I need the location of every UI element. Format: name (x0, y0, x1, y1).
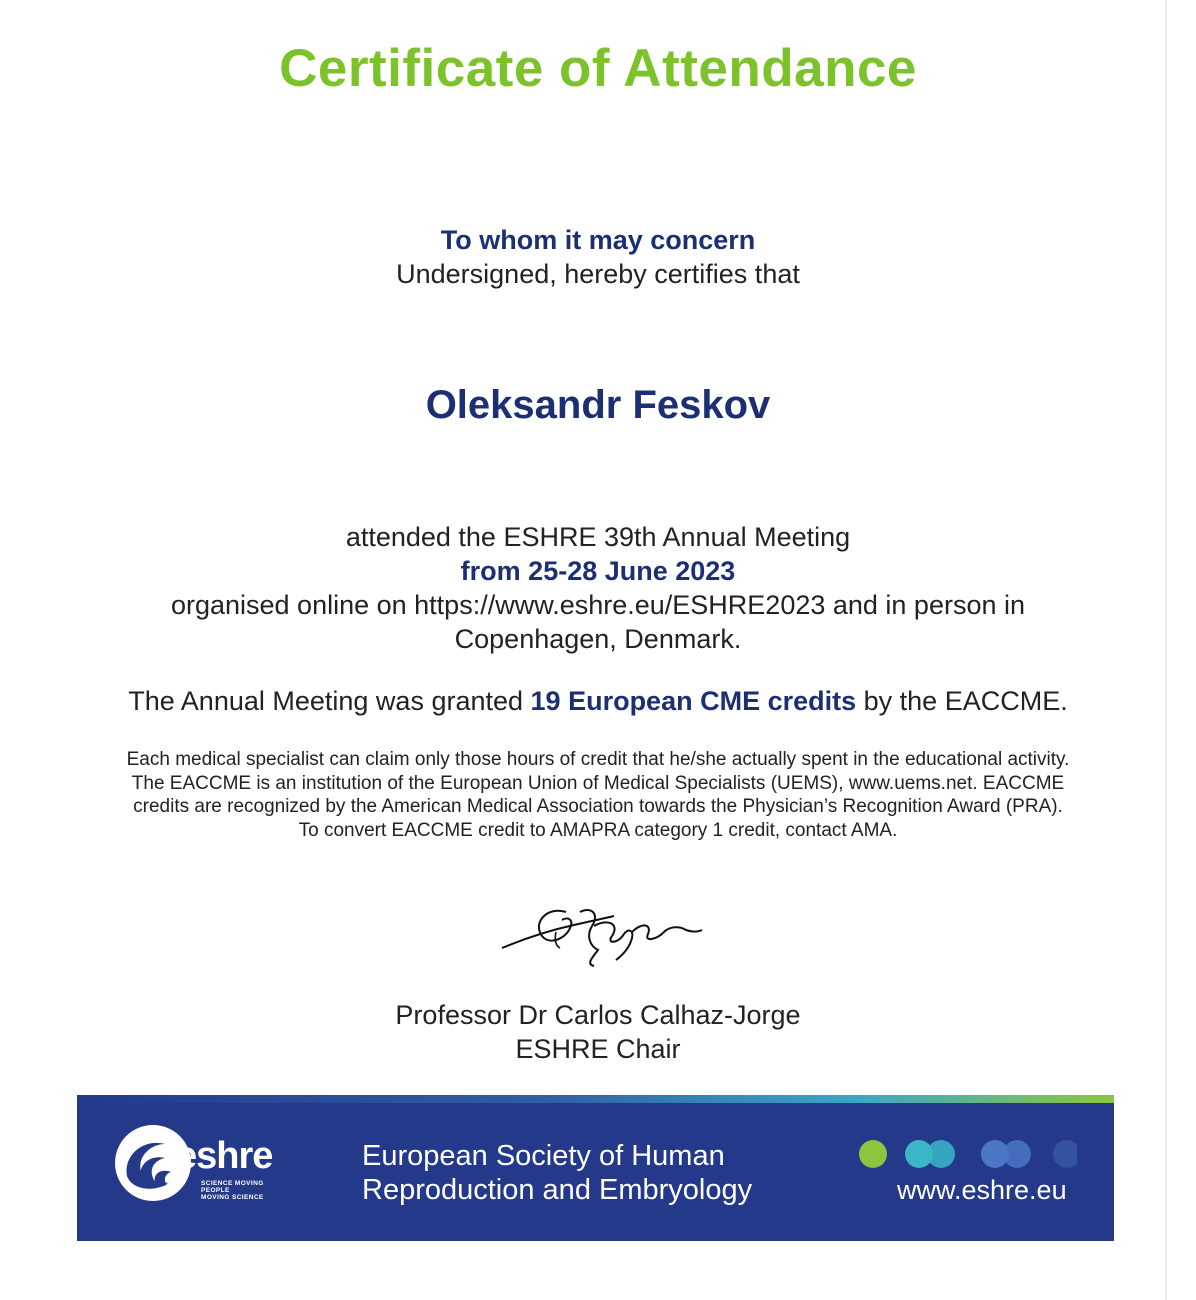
signer-name: Professor Dr Carlos Calhaz-Jorge (395, 1000, 801, 1030)
eshre-tagline (201, 1180, 264, 1201)
credits-amount: 19 European CME credits (530, 686, 857, 716)
greeting: To whom it may concern (440, 225, 756, 255)
signer-role: ESHRE Chair (515, 1034, 681, 1064)
eshre-wordmark: eshre (176, 1135, 273, 1177)
meeting-dates: from 25-28 June 2023 (460, 556, 736, 586)
organised-statement: organised online on https://www.eshre.eu/ESHRE2023 and in person in (170, 590, 1026, 620)
credits-prefix: The Annual Meeting was granted (128, 686, 531, 716)
meeting-location: Copenhagen, Denmark. (454, 624, 742, 654)
disclaimer-line: Each medical specialist can claim only those hours of credit that he/she actually spent in the educational activity. (126, 749, 1070, 770)
disclaimer-line: credits are recognized by the American Medical Association towards the Physician’s Recognition Award (PRA). (133, 796, 1063, 817)
recipient-name: Oleksandr Feskov (425, 383, 771, 427)
society-name-line2: Reproduction and Embryology (362, 1174, 753, 1206)
credits-suffix: by the EACCME. (856, 686, 1068, 716)
attendance-statement: attended the ESHRE 39th Annual Meeting (345, 522, 851, 552)
society-name-line1: European Society of Human (362, 1140, 725, 1172)
cme-credits-statement (0, 686, 1196, 717)
footer-website: www.eshre.eu (897, 1175, 1067, 1205)
disclaimer-line: The EACCME is an institution of the European Union of Medical Specialists (UEMS), www.uems.net. EACCME (131, 772, 1065, 794)
tagline-line: SCIENCE MOVING (201, 1180, 264, 1187)
footer-gradient-stripe (77, 1095, 1114, 1103)
certificate-title: Certificate of Attendance (279, 39, 917, 98)
disclaimer-line: To convert EACCME credit to AMAPRA category 1 credit, contact AMA. (298, 819, 898, 841)
handwritten-signature (496, 892, 706, 974)
decorative-dots-icon (857, 1137, 1077, 1171)
certification-intro: Undersigned, hereby certifies that (396, 259, 800, 289)
footer-banner (77, 1095, 1114, 1241)
tagline-line: MOVING SCIENCE (201, 1194, 264, 1201)
society-name (362, 1139, 752, 1207)
tagline-line: PEOPLE (201, 1187, 230, 1194)
credit-disclaimer (40, 748, 1156, 842)
